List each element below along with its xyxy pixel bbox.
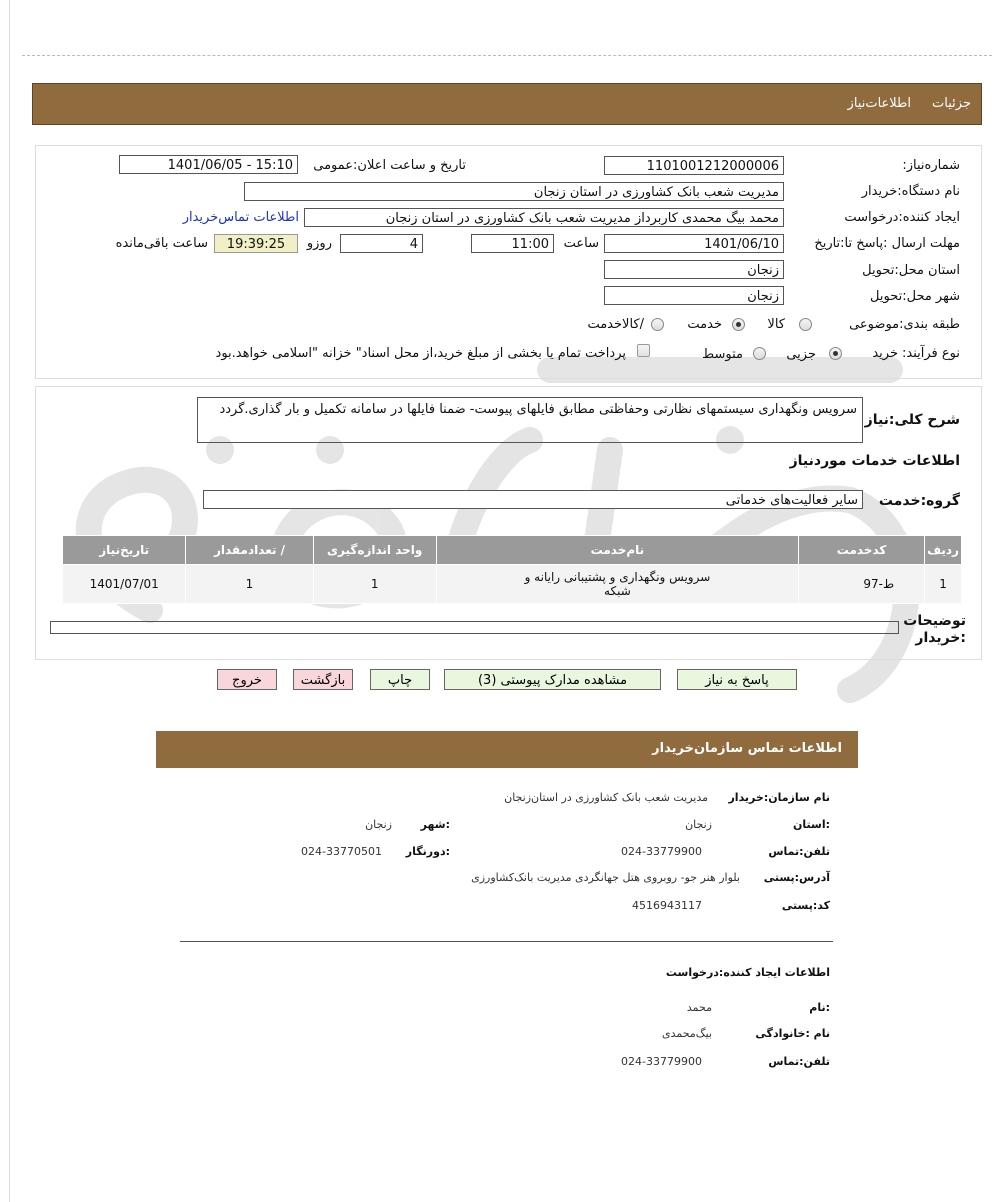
process-medium-label: متوسط	[702, 347, 743, 362]
creator-phone-value: 024-33779900	[621, 1055, 702, 1068]
header-bar	[32, 83, 982, 125]
creator-family-label: نام :خانوادگی	[755, 1027, 830, 1040]
category-goods-label: کالا	[767, 317, 785, 332]
province-field[interactable]: زنجان	[604, 260, 784, 279]
buyer-org-label: نام دستگاه:خریدار	[861, 184, 960, 199]
cell-unit: 1	[313, 565, 436, 604]
treasury-payment-note: پرداخت تمام یا بخشی از مبلغ خرید،از محل اسناد" خزانه "اسلامی خواهد.بود	[215, 346, 626, 361]
category-goods-service-label: /کالاخدمت	[587, 317, 644, 332]
contact-header-bar	[156, 731, 858, 768]
services-heading: اطلاعات خدمات موردنیاز	[789, 453, 960, 469]
creator-name-label: :نام	[809, 1001, 830, 1014]
cell-row-number: 1	[925, 565, 962, 604]
city-label: شهر محل:تحویل	[870, 289, 960, 304]
deadline-date-field[interactable]: 1401/06/10	[604, 234, 784, 253]
back-button[interactable]: بازگشت	[293, 669, 353, 690]
announce-label: تاریخ و ساعت اعلان:عمومی	[313, 158, 466, 173]
process-minor-label: جزیی	[786, 347, 816, 362]
category-service-label: خدمت	[687, 317, 722, 332]
days-field[interactable]: 4	[340, 234, 423, 253]
left-border-line	[9, 0, 10, 1202]
creator-family-value: بیگ‌محمدی	[662, 1027, 712, 1040]
service-group-label: گروه:خدمت	[878, 493, 960, 509]
deadline-label: مهلت ارسال :پاسخ تا:تاریخ	[814, 236, 960, 251]
need-number-label: شماره‌نیاز:	[902, 158, 960, 173]
requester-label: ایجاد کننده:درخواست	[844, 210, 960, 225]
postal-value: 4516943117	[632, 899, 702, 912]
creator-heading: اطلاعات ایجاد کننده:درخواست	[665, 966, 830, 979]
fax-label: :دورنگار	[405, 845, 450, 858]
cell-need-date: 1401/07/01	[63, 565, 186, 604]
announce-field[interactable]: 1401/06/05 - 15:10	[119, 155, 298, 174]
tab-need-info[interactable]: اطلاعات‌نیاز	[847, 96, 911, 111]
buyer-notes-label: توضیحات :خریدار	[903, 613, 966, 646]
need-number-field[interactable]: 1101001212000006	[604, 156, 784, 175]
buyer-notes-field[interactable]	[50, 621, 899, 634]
treasury-payment-checkbox[interactable]	[637, 344, 650, 357]
creator-name-value: محمد	[686, 1001, 712, 1014]
col-service-code: کدخدمت	[799, 536, 925, 565]
process-label: نوع فرآیند:	[902, 346, 960, 361]
form-panel	[35, 145, 982, 379]
print-button[interactable]: چاپ	[370, 669, 430, 690]
services-table	[62, 535, 962, 604]
org-value: مدیریت شعب بانک کشاورزی در استان‌زنجان	[504, 791, 708, 804]
category-service-radio[interactable]	[732, 318, 745, 331]
cell-service-code: ط-97	[799, 565, 925, 604]
process-medium-radio[interactable]	[753, 347, 766, 360]
category-goods-radio[interactable]	[799, 318, 812, 331]
table-header-row	[63, 536, 962, 565]
cell-service-name: سرویس ونگهداری و پشتیبانی رایانه و شبکه	[436, 565, 798, 604]
reply-button[interactable]: پاسخ به نیاز	[677, 669, 797, 690]
table-row	[63, 565, 962, 604]
section-divider	[180, 941, 833, 942]
col-quantity: / تعدادمقدار	[186, 536, 313, 565]
remaining-label: ساعت باقی‌مانده	[115, 236, 208, 251]
province-label: استان محل:تحویل	[862, 263, 960, 278]
days-label: روزو	[306, 236, 332, 251]
buyer-contact-link[interactable]: اطلاعات تماس‌خریدار	[182, 210, 299, 225]
contact-province-value: زنجان	[685, 818, 712, 831]
remaining-time-field: 19:39:25	[214, 234, 298, 253]
col-unit: واحد اندازه‌گیری	[313, 536, 436, 565]
phone-label: تلفن:تماس	[768, 845, 830, 858]
exit-button[interactable]: خروج	[217, 669, 277, 690]
cell-quantity: 1	[186, 565, 313, 604]
buyer-org-field[interactable]: مدیریت شعب بانک کشاورزی در استان زنجان	[244, 182, 784, 201]
process-type: خرید	[872, 346, 898, 361]
attachments-button[interactable]: مشاهده مدارک پیوستی (3)	[444, 669, 661, 690]
contact-province-label: :استان	[793, 818, 830, 831]
col-need-date: تاریخ‌نیاز	[63, 536, 186, 565]
postal-label: کد:پستی	[781, 899, 830, 912]
contact-city-value: زنجان	[365, 818, 392, 831]
city-field[interactable]: زنجان	[604, 286, 784, 305]
address-label: آدرس:پستی	[763, 871, 830, 884]
deadline-time-field[interactable]: 11:00	[471, 234, 554, 253]
creator-phone-label: تلفن:تماس	[768, 1055, 830, 1068]
time-label: ساعت	[563, 236, 599, 251]
top-dashed-line	[22, 55, 992, 56]
phone-value: 024-33779900	[621, 845, 702, 858]
contact-city-label: :شهر	[420, 818, 450, 831]
category-label: طبقه بندی:موضوعی	[849, 317, 960, 332]
description-label: شرح کلی:نیاز	[864, 412, 960, 428]
address-value: بلوار هنر جو- روبروی هتل جهانگردی مدیریت بانک‌کشاورزی	[471, 871, 740, 884]
tab-details[interactable]: جزئیات	[932, 96, 971, 111]
category-goods-service-radio[interactable]	[651, 318, 664, 331]
description-text: سرویس ونگهداری سیستمهای نظارتی وحفاظتی مطابق فایلهای پیوست- ضمنا فایلها در سامانه تکمیل و بار گذاری.گردد	[197, 397, 863, 443]
requester-field[interactable]: محمد بیگ محمدی کاربرداز مدیریت شعب بانک کشاورزی در استان زنجان	[304, 208, 784, 227]
col-service-name: نام‌خدمت	[436, 536, 798, 565]
col-row-number: ردیف	[925, 536, 962, 565]
process-minor-radio[interactable]	[829, 347, 842, 360]
service-group-field[interactable]: سایر فعالیت‌های خدماتی	[203, 490, 863, 509]
fax-value: 024-33770501	[301, 845, 382, 858]
contact-title: اطلاعات تماس سازمان‌خریدار	[652, 741, 842, 756]
org-label: نام سازمان:خریدار	[728, 791, 830, 804]
